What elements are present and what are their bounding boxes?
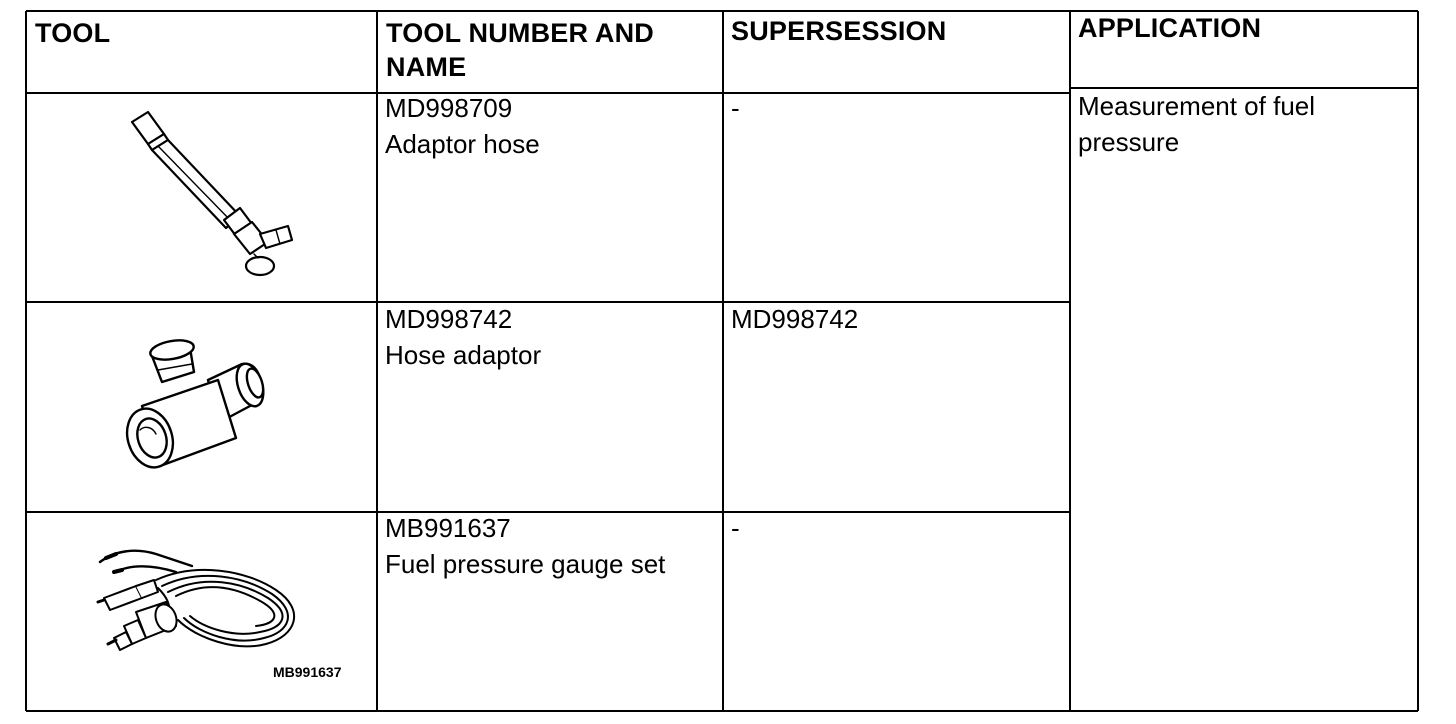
header-application: APPLICATION: [1078, 13, 1262, 43]
application-line2: pressure: [1078, 127, 1180, 157]
row1-tool-number: MD998709: [385, 93, 513, 123]
row3-tool-number: MB991637: [385, 513, 511, 543]
row2-supersession: MD998742: [731, 304, 859, 334]
header-supersession: SUPERSESSION: [731, 16, 947, 46]
row2-tool-number: MD998742: [385, 304, 513, 334]
row3-tool-name: Fuel pressure gauge set: [385, 549, 666, 579]
fuel-pressure-gauge-set-illustration: [96, 540, 306, 660]
row2-tool-name: Hose adaptor: [385, 340, 542, 370]
row1-supersession: -: [731, 93, 740, 123]
hose-adaptor-illustration: [122, 330, 274, 480]
application-line1: Measurement of fuel: [1078, 91, 1316, 121]
gauge-set-image-caption: MB991637: [273, 664, 342, 680]
header-tool-number-and-name: [386, 16, 654, 84]
application-text: [1078, 88, 1315, 160]
row2-tool-number-name: [385, 301, 541, 373]
row1-tool-name: Adaptor hose: [385, 129, 540, 159]
row3-supersession: -: [731, 513, 740, 543]
adaptor-hose-illustration: [120, 108, 310, 280]
row1-tool-number-name: [385, 90, 540, 162]
header-tool-number-line2: NAME: [386, 52, 467, 82]
header-tool: TOOL: [35, 18, 111, 48]
row3-tool-number-name: [385, 510, 665, 582]
header-tool-number-line1: TOOL NUMBER AND: [386, 18, 655, 48]
